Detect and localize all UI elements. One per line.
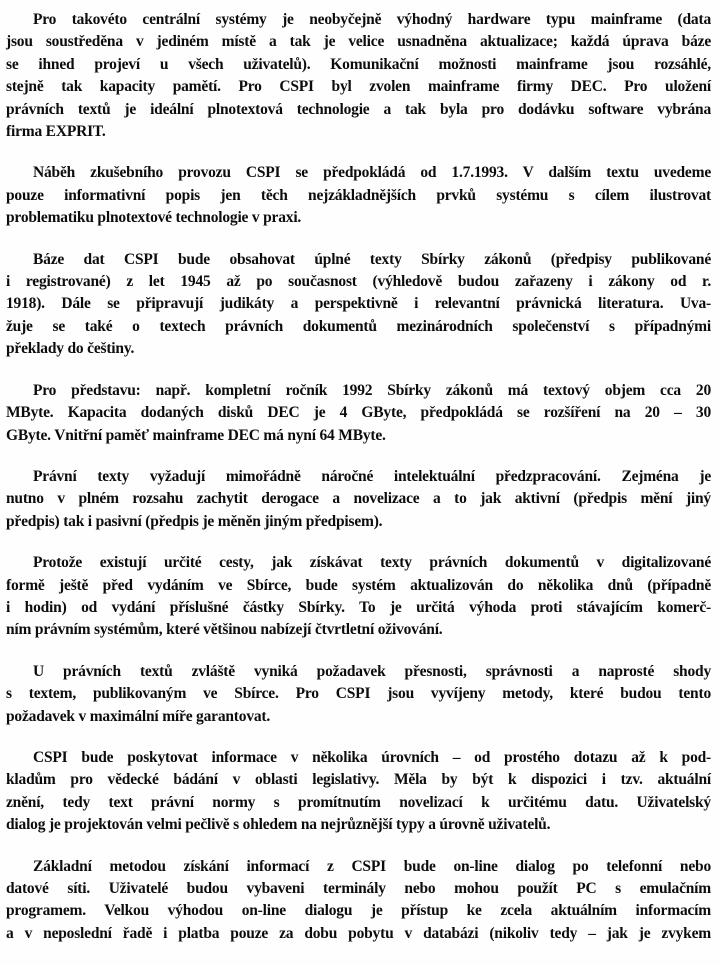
text-line: firma EXPRIT.	[6, 123, 106, 141]
text-line: Protože existují určité cesty, jak získávat texty právních dokumentů v digitalizované	[33, 554, 711, 572]
paragraph	[6, 249, 711, 361]
text-line: znění, tedy text právní normy s promítnutím novelizací k určitému datu. Uživatelský	[6, 793, 711, 811]
paragraph	[6, 380, 711, 447]
text-line: se ihned projeví u všech uživatelů). Komunikační možnosti mainframe jsou rozsáhlé,	[6, 55, 711, 73]
text-line: a v neposlední řadě i platba pouze za dobu pobytu v databázi (nikoliv tedy – jak je zvykem	[6, 924, 711, 942]
paragraph	[6, 9, 711, 143]
paragraph	[6, 661, 711, 728]
text-line: i registrované) z let 1945 až po současnost (výhledově budou zařazeny i zákony od r.	[6, 273, 711, 291]
text-line: formě ještě před vydáním ve Sbírce, bude systém aktualizován do několika dnů (případně	[6, 576, 711, 594]
document-body	[6, 9, 711, 945]
text-line: dialog je projektován velmi pečlivě s ohledem na nejrůznější typy a úrovně uživatelů.	[6, 816, 551, 834]
text-line: s textem, publikovaným ve Sbírce. Pro CSPI jsou vyvíjeny metody, které budou tento	[6, 685, 711, 703]
text-line: Právní texty vyžadují mimořádně náročné intelektuální předzpracování. Zejména je	[33, 467, 711, 485]
text-line: Pro takovéto centrální systémy je neobyčejně výhodný hardware typu mainframe (data	[33, 11, 711, 28]
paragraph	[6, 162, 711, 229]
text-line: ním právním systémům, které většinou nabízejí čtvrtletní oživování.	[6, 621, 443, 639]
text-line: Základní metodou získání informací z CSPI bude on-line dialog po telefonní nebo	[33, 857, 711, 875]
paragraph	[6, 466, 711, 533]
text-line: požadavek v maximální míře garantovat.	[6, 707, 271, 725]
text-line: GByte. Vnitřní paměť mainframe DEC má nyní 64 MByte.	[6, 426, 386, 444]
text-line: programem. Velkou výhodou on-line dialogu je přístup ke zcela aktuálním informacím	[6, 902, 711, 920]
text-line: stejně tak kapacity pamětí. Pro CSPI byl zvolen mainframe firmy DEC. Pro uložení	[6, 78, 711, 96]
text-line: právních textů je ideální plnotextová technologie a tak byla pro dodávku software vybrána	[6, 100, 711, 118]
text-line: překlady do češtiny.	[6, 340, 135, 358]
text-line: žuje se také o textech právních dokumentů mezinárodních společenství s případnými	[6, 317, 711, 335]
text-line: 1918). Dále se připravují judikáty a perspektivně i relevantní právnická literatura. Uva-	[6, 295, 711, 313]
text-line: datové síti. Uživatelé budou vybaveni terminály nebo mohou použít PC s emulačním	[6, 880, 711, 897]
text-line: předpis) tak i pasivní (předpis je měněn jiným předpisem).	[6, 512, 383, 530]
text-line: CSPI bude poskytovat informace v několika úrovních – od prostého dotazu až k pod-	[33, 748, 711, 766]
text-line: Náběh zkušebního provozu CSPI se předpokládá od 1.7.1993. V dalším textu uvedeme	[33, 164, 711, 182]
text-line: problematiku plnotextové technologie v praxi.	[6, 209, 302, 227]
text-line: nutno v plném rozsahu zachytit derogace a novelizace a to jak aktivní (předpis mění jiný	[6, 490, 711, 508]
text-line: i hodin) od vydání příslušné částky Sbírky. To je určitá výhoda proti stávajícím komerč-	[6, 598, 711, 616]
text-line: MByte. Kapacita dodaných disků DEC je 4 GByte, předpokládá se rozšíření na 20 – 30	[6, 404, 711, 422]
text-line: kladům pro vědecké bádání v oblasti legislativy. Měla by být k dispozici i tzv. aktuální	[6, 771, 711, 789]
paragraph	[6, 856, 711, 946]
text-line: pouze informativní popis jen těch nejzákladnějších prvků systému s cílem ilustrovat	[6, 186, 711, 204]
paragraph	[6, 552, 711, 642]
text-line: jsou soustředěna v jediném místě a tak je velice usnadněna aktualizace; každá úprava báze	[6, 33, 711, 51]
text-line: Pro představu: např. kompletní ročník 1992 Sbírky zákonů má textový objem cca 20	[33, 381, 711, 399]
text-line: U právních textů zvláště vyniká požadavek přesnosti, správnosti a naprosté shody	[33, 662, 711, 680]
paragraph	[6, 747, 711, 837]
text-line: Báze dat CSPI bude obsahovat úplné texty Sbírky zákonů (předpisy publikované	[33, 250, 711, 268]
